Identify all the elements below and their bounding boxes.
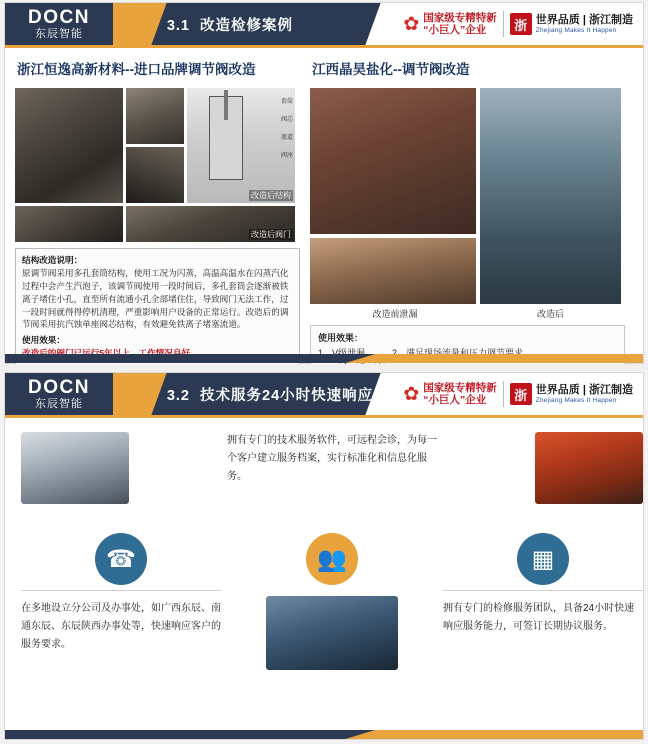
service-cell-text-branches — [21, 590, 221, 696]
badge-zhejiang-en-2: Zhejiang Makes It Happen — [535, 396, 617, 404]
service-cell-text-maintenance — [443, 590, 643, 696]
brand-logo — [5, 3, 113, 45]
slide1-footer-band — [5, 354, 643, 363]
slide1-body — [5, 48, 643, 358]
header-badges — [373, 3, 643, 45]
schematic-label-0: 套筒 — [280, 99, 293, 105]
slide2-title: 技术服务24小时快速响应 — [200, 387, 374, 404]
case-right-title: 江西晶昊盐化--调节阀改造 — [312, 62, 470, 77]
service-text-maintenance: 拥有专门的检修服务团队，具备24小时快速响应服务能力，可签订长期协议服务。 — [443, 603, 635, 632]
note-body: 原调节阀采用多孔套筒结构，使用工况为闪蒸，高温高温水在闪蒸汽化过程中会产生汽泡子，该调节阀使用一段时间后，多孔套筒会逐渐被铁离子堵住小孔，直至所有流通小孔全部堵住住，导致阀门无法工作，过一段时间就得得停机清理，严重影响用户设备的正常运行。改造后的调节阀采用抗汽蚀单座阀芯结构，有效避免铁离子堵塞流道。 — [22, 267, 289, 330]
valve-body-photo — [15, 88, 123, 203]
badge-specialized-line1-2: 国家级专精特新 — [423, 381, 497, 394]
flame-icon: ✿ — [403, 13, 420, 35]
slide2-footer-band — [5, 730, 643, 739]
slide-3-2 — [4, 372, 644, 740]
slide2-header — [5, 373, 643, 415]
service-text-software: 拥有专门的技术服务软件，可远程会诊，为每一个客户建立服务档案，实行标准化和信息化服务。 — [227, 435, 437, 482]
slide1-title: 改造检修案例 — [200, 17, 294, 34]
schematic-label-3: 阀座 — [280, 153, 293, 159]
header-badges-2 — [373, 373, 643, 415]
slide2-body — [5, 418, 643, 740]
qr-code-icon: ▦ — [517, 533, 569, 585]
slide1-number: 3.1 — [167, 17, 191, 34]
service-cell-photo-right — [443, 432, 643, 528]
slide-3-1 — [4, 2, 644, 364]
badge-divider — [503, 11, 504, 37]
use-title: 使用效果： — [318, 333, 364, 343]
brand-logo-2 — [5, 373, 113, 415]
badge-zhejiang-en: Zhejiang Makes It Happen — [535, 26, 617, 34]
brand-logo-en: DOCN — [28, 6, 90, 28]
service-text-branches: 在多地设立分公司及办事处，如广西东辰、南通东辰、东辰陕西办事处等，快速响应客户的服务要求。 — [21, 603, 221, 650]
valve-schematic-caption: 改造后结构 — [251, 191, 291, 200]
seal-ring-photo — [310, 238, 476, 304]
slide-gap — [0, 364, 648, 372]
brand-logo-en-2: DOCN — [28, 376, 90, 398]
caption-before: 改造前泄漏 — [372, 309, 418, 319]
service-cell-icon-qr — [443, 528, 643, 590]
headset-support-icon: ☎ — [95, 533, 147, 585]
badge-specialized-line1: 国家级专精特新 — [423, 11, 497, 24]
valve-assembly-caption: 改造后阀门 — [251, 230, 291, 239]
field-workers-helmet-photo — [535, 432, 643, 504]
service-cell-icon-team — [227, 528, 437, 590]
valve-trim-photo — [15, 206, 123, 242]
case-right-captions — [310, 307, 625, 320]
case-left — [15, 56, 300, 358]
case-right — [310, 56, 625, 358]
badge-specialized — [403, 12, 496, 36]
case-right-photo-grid — [310, 88, 625, 304]
office-workstations-photo — [21, 432, 129, 504]
valve-part-photo — [126, 88, 184, 144]
case-left-title: 浙江恒逸高新材料--进口品牌调节阀改造 — [17, 62, 256, 77]
badge-zhejiang-2 — [510, 383, 633, 405]
effect-label: 使用效果： — [22, 335, 65, 346]
service-cell-photo-left — [21, 432, 221, 528]
service-cell-text-software — [227, 432, 437, 528]
badge-specialized-line2-2: “小巨人”企业 — [423, 394, 487, 406]
header-title-band-2 — [135, 373, 381, 415]
slide1-header — [5, 3, 643, 45]
case-left-note — [15, 248, 300, 366]
case-left-photo-grid — [15, 88, 300, 242]
badge-zhejiang — [510, 13, 633, 35]
schematic-label-2: 流道 — [280, 135, 293, 141]
badge-specialized-line2: “小巨人”企业 — [423, 24, 487, 36]
header-title-band — [135, 3, 380, 45]
zhejiang-mark-icon-2: 浙 — [510, 383, 532, 405]
badge-zhejiang-cn: 世界品质 | 浙江制造 — [535, 14, 633, 27]
note-label: 结构改造说明： — [22, 255, 83, 265]
valve-internal-photo — [126, 147, 184, 203]
schematic-label-1: 阀芯 — [280, 117, 293, 123]
caption-after: 改造后 — [536, 309, 564, 319]
site-pipework-photo — [310, 88, 476, 234]
team-people-icon: 👥 — [306, 533, 358, 585]
service-cell-icon-support — [21, 528, 221, 590]
engineer-microscope-photo — [266, 596, 398, 670]
badge-zhejiang-cn-2: 世界品质 | 浙江制造 — [535, 384, 633, 397]
service-cell-photo-center — [227, 590, 437, 696]
valve-new-photo — [480, 88, 621, 304]
badge-specialized-2 — [403, 382, 496, 406]
zhejiang-mark-icon: 浙 — [510, 13, 532, 35]
brand-logo-cn: 东辰智能 — [35, 27, 83, 40]
slide2-heading — [143, 384, 373, 405]
slide2-number: 3.2 — [167, 387, 191, 404]
service-grid — [21, 432, 635, 696]
flame-icon-2: ✿ — [403, 383, 420, 405]
brand-logo-cn-2: 东辰智能 — [35, 397, 83, 410]
valve-assembly-photo — [126, 206, 295, 242]
badge-divider-2 — [503, 381, 504, 407]
valve-schematic-photo — [187, 88, 295, 203]
slide1-heading — [143, 14, 293, 35]
